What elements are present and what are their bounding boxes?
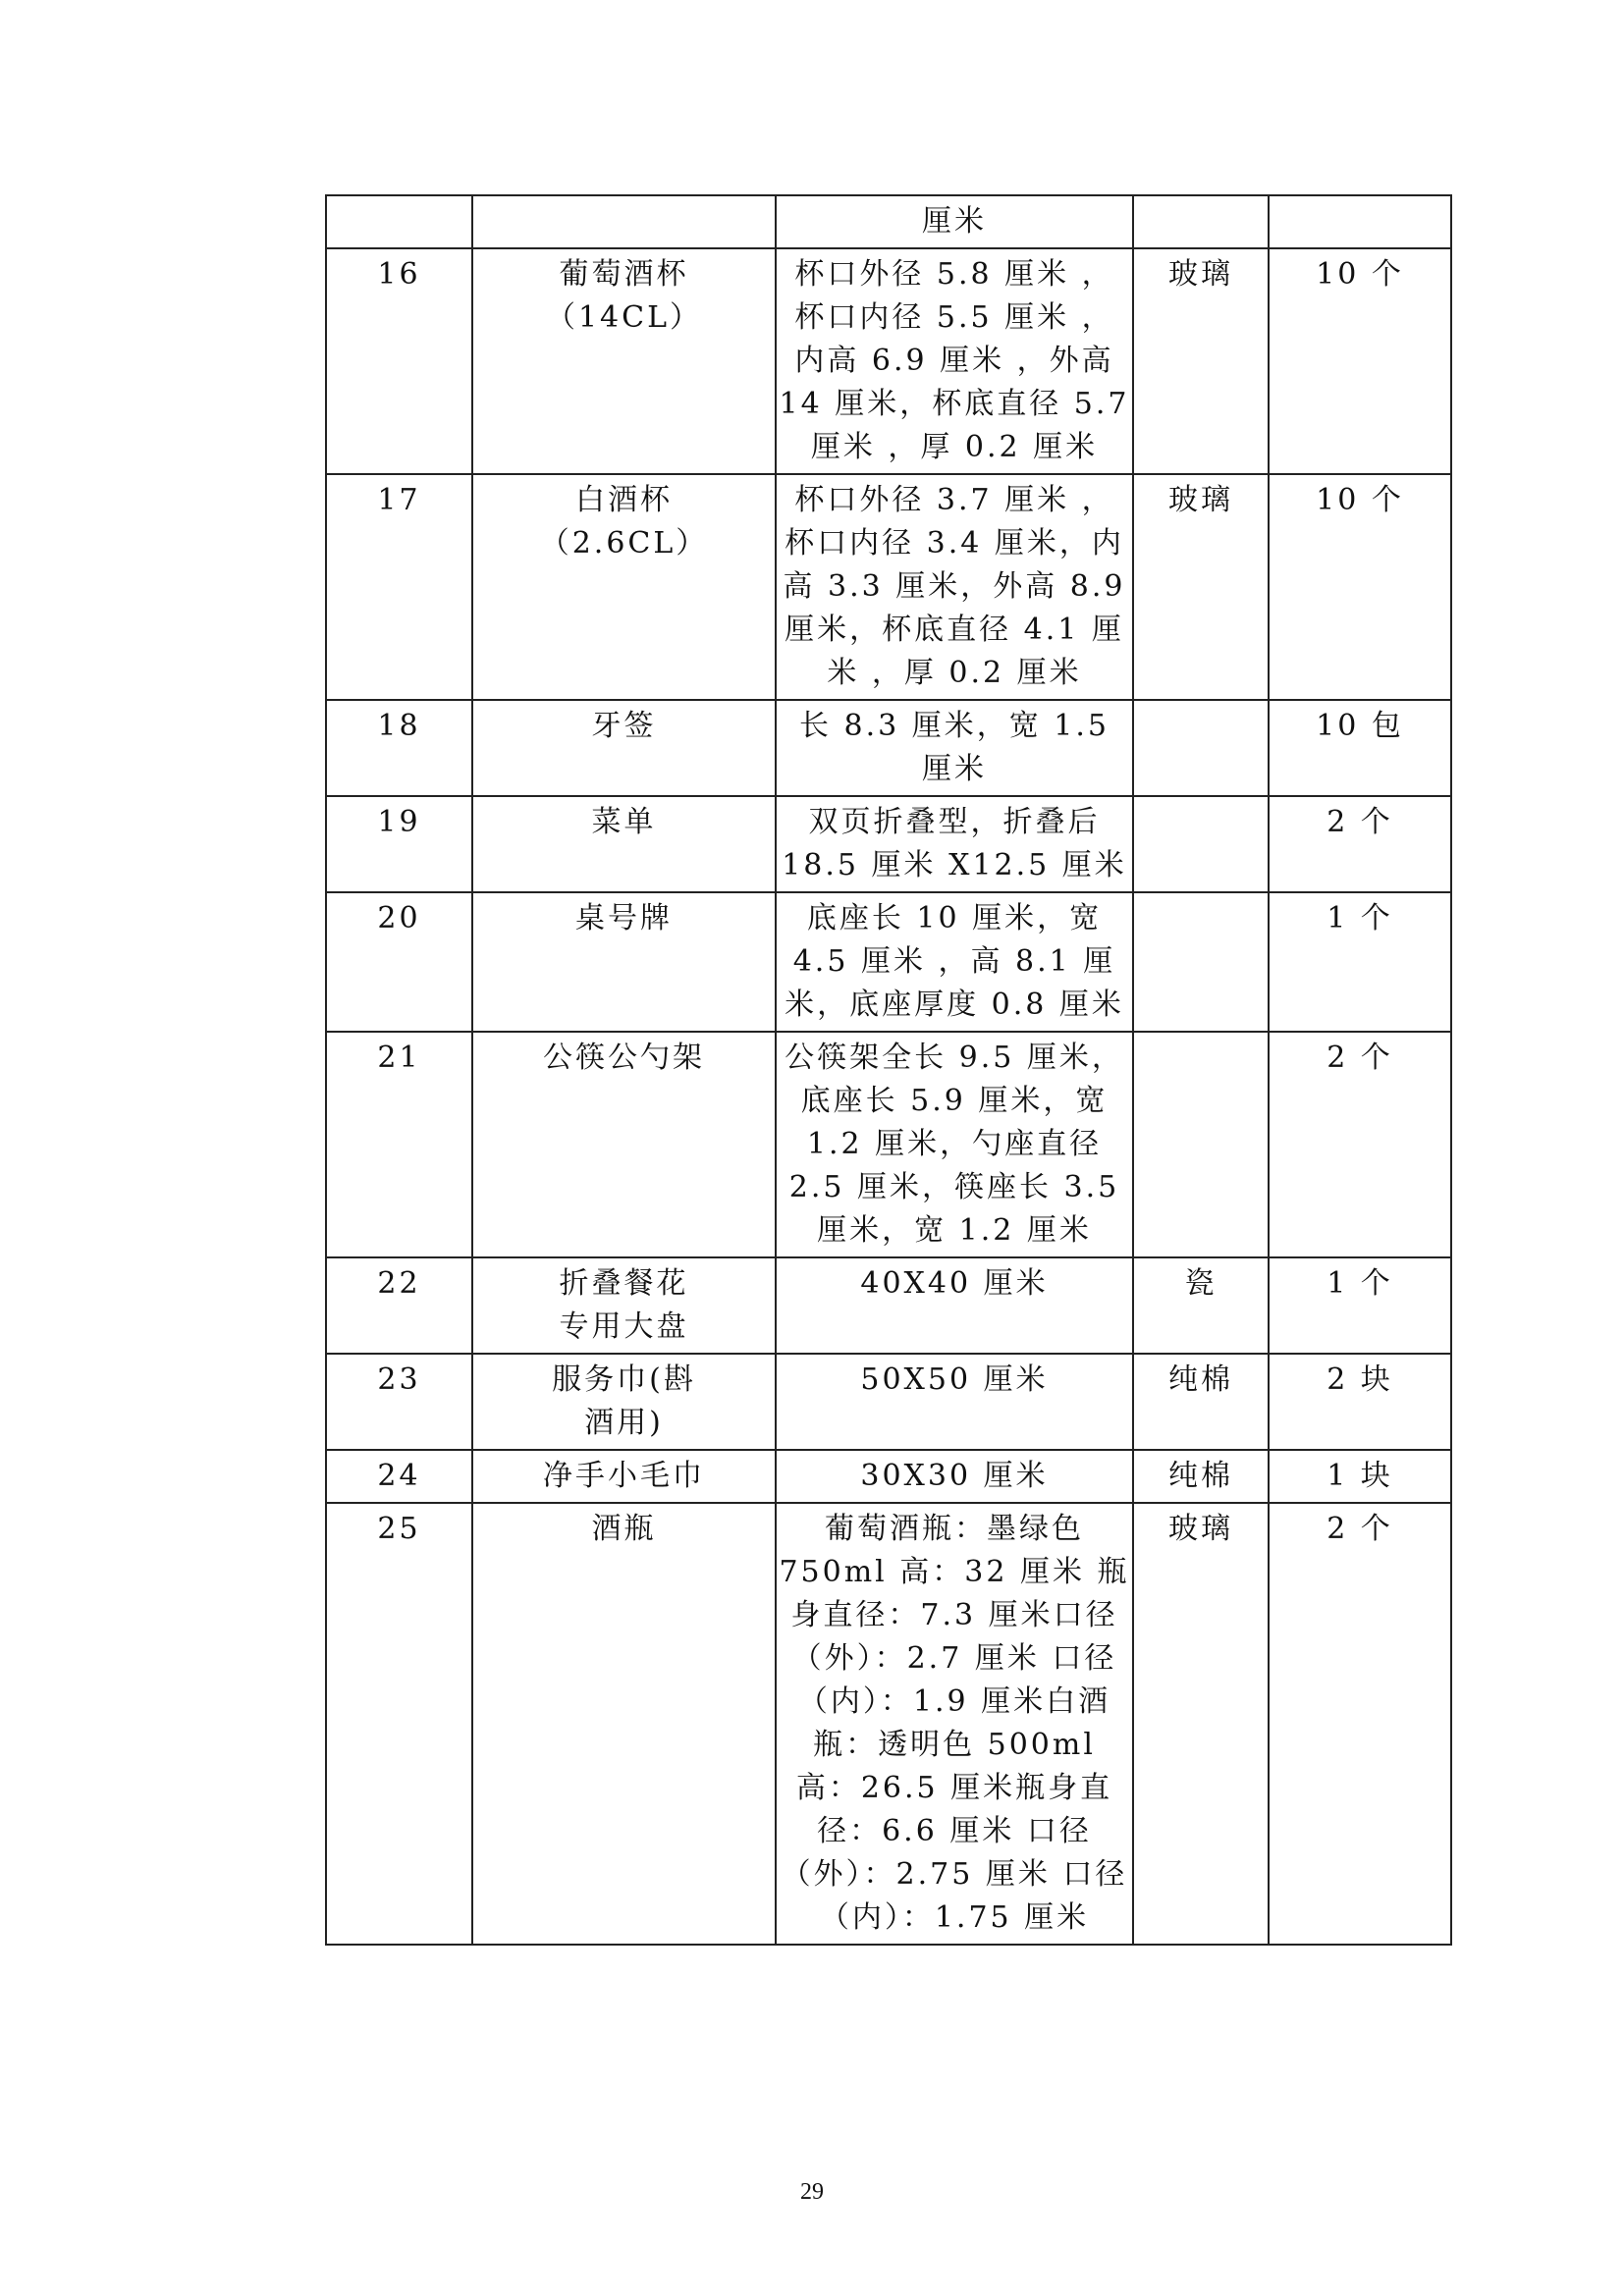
table-row: [326, 195, 1451, 248]
item-material-cell: [1133, 796, 1269, 892]
item-name-cell: [472, 195, 776, 248]
item-name-cell: 折叠餐花 专用大盘: [472, 1257, 776, 1354]
table-row: [326, 700, 1451, 796]
item-name-cell: 白酒杯 （2.6CL）: [472, 474, 776, 700]
item-quantity-cell: 10 包: [1269, 700, 1451, 796]
item-spec-cell: 双页折叠型，折叠后 18.5 厘米 X12.5 厘米: [776, 796, 1133, 892]
item-number-cell: 23: [326, 1354, 472, 1450]
item-number-cell: 24: [326, 1450, 472, 1503]
item-name-cell: 净手小毛巾: [472, 1450, 776, 1503]
item-material-cell: 瓷: [1133, 1257, 1269, 1354]
items-table-body: [326, 195, 1451, 1945]
table-row: [326, 1032, 1451, 1257]
table-row: [326, 1450, 1451, 1503]
item-material-cell: 玻璃: [1133, 1503, 1269, 1945]
item-material-cell: 纯棉: [1133, 1450, 1269, 1503]
table-row: [326, 474, 1451, 700]
item-material-cell: [1133, 195, 1269, 248]
item-quantity-cell: 1 块: [1269, 1450, 1451, 1503]
item-quantity-cell: 10 个: [1269, 474, 1451, 700]
item-number-cell: 16: [326, 248, 472, 474]
table-row: [326, 1503, 1451, 1945]
item-material-cell: [1133, 1032, 1269, 1257]
item-spec-cell: 杯口外径 5.8 厘米 ，杯口内径 5.5 厘米 ，内高 6.9 厘米 ，外高 14 厘米，杯底直径 5.7 厘米 ，厚 0.2 厘米: [776, 248, 1133, 474]
item-number-cell: [326, 195, 472, 248]
item-spec-cell: 40X40 厘米: [776, 1257, 1133, 1354]
item-spec-cell: 厘米: [776, 195, 1133, 248]
items-table: [325, 194, 1452, 1946]
item-number-cell: 18: [326, 700, 472, 796]
item-number-cell: 19: [326, 796, 472, 892]
item-spec-cell: 葡萄酒瓶：墨绿色 750ml 高：32 厘米 瓶身直径：7.3 厘米口径（外）：2.7 厘米 口径（内）：1.9 厘米白酒瓶：透明色 500ml 高：26.5 厘米瓶身直径：6.6 厘米 口径（外）：2.75 厘米 口径（内）：1.75 厘米: [776, 1503, 1133, 1945]
item-name-cell: 公筷公勺架: [472, 1032, 776, 1257]
item-spec-cell: 杯口外径 3.7 厘米 ，杯口内径 3.4 厘米，内高 3.3 厘米，外高 8.9 厘米，杯底直径 4.1 厘米 ，厚 0.2 厘米: [776, 474, 1133, 700]
item-quantity-cell: 2 个: [1269, 1032, 1451, 1257]
item-quantity-cell: 1 个: [1269, 892, 1451, 1032]
item-material-cell: 纯棉: [1133, 1354, 1269, 1450]
item-spec-cell: 长 8.3 厘米，宽 1.5 厘米: [776, 700, 1133, 796]
item-material-cell: [1133, 892, 1269, 1032]
item-spec-cell: 50X50 厘米: [776, 1354, 1133, 1450]
item-name-cell: 牙签: [472, 700, 776, 796]
item-material-cell: 玻璃: [1133, 474, 1269, 700]
item-quantity-cell: 2 个: [1269, 796, 1451, 892]
table-row: [326, 796, 1451, 892]
item-name-cell: 葡萄酒杯 （14CL）: [472, 248, 776, 474]
page-number: 29: [800, 2179, 824, 2205]
item-number-cell: 20: [326, 892, 472, 1032]
item-quantity-cell: [1269, 195, 1451, 248]
table-row: [326, 1354, 1451, 1450]
item-number-cell: 22: [326, 1257, 472, 1354]
item-quantity-cell: 10 个: [1269, 248, 1451, 474]
table-row: [326, 248, 1451, 474]
item-number-cell: 21: [326, 1032, 472, 1257]
item-quantity-cell: 2 块: [1269, 1354, 1451, 1450]
item-spec-cell: 公筷架全长 9.5 厘米，底座长 5.9 厘米，宽 1.2 厘米，勺座直径 2.5 厘米，筷座长 3.5 厘米，宽 1.2 厘米: [776, 1032, 1133, 1257]
item-number-cell: 17: [326, 474, 472, 700]
item-quantity-cell: 1 个: [1269, 1257, 1451, 1354]
table-row: [326, 1257, 1451, 1354]
item-name-cell: 服务巾(斟 酒用): [472, 1354, 776, 1450]
item-name-cell: 酒瓶: [472, 1503, 776, 1945]
item-quantity-cell: 2 个: [1269, 1503, 1451, 1945]
item-number-cell: 25: [326, 1503, 472, 1945]
item-name-cell: 菜单: [472, 796, 776, 892]
item-spec-cell: 底座长 10 厘米，宽 4.5 厘米 ，高 8.1 厘米，底座厚度 0.8 厘米: [776, 892, 1133, 1032]
item-spec-cell: 30X30 厘米: [776, 1450, 1133, 1503]
item-material-cell: 玻璃: [1133, 248, 1269, 474]
item-name-cell: 桌号牌: [472, 892, 776, 1032]
item-material-cell: [1133, 700, 1269, 796]
table-row: [326, 892, 1451, 1032]
